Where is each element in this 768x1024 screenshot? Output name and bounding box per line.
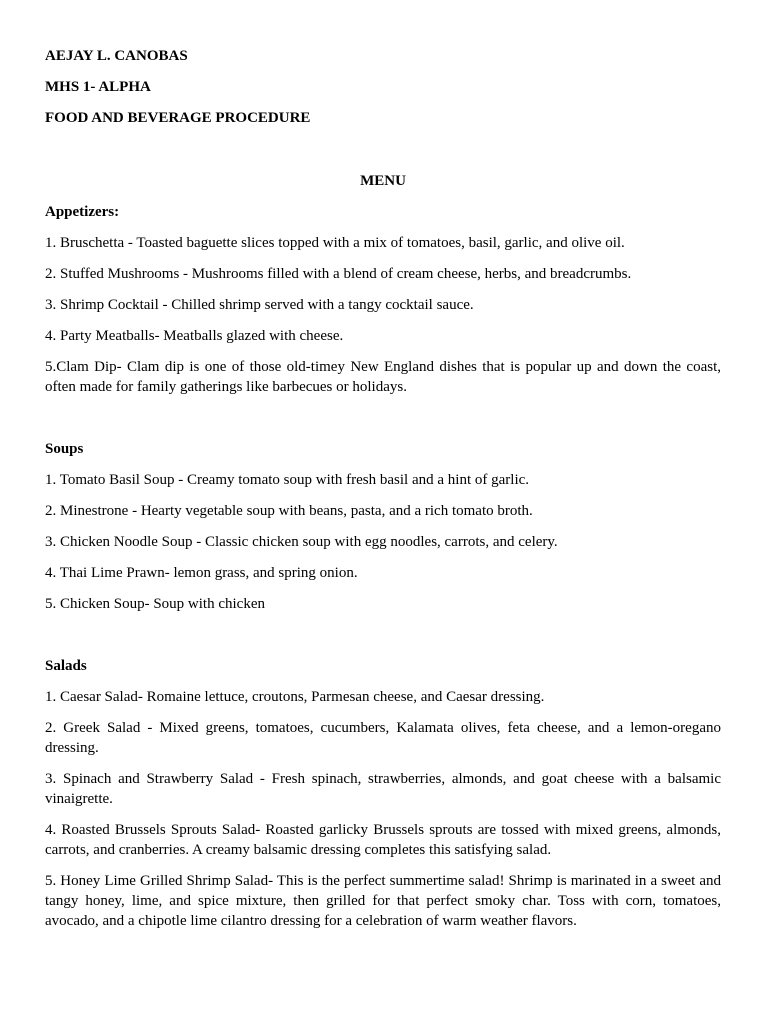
list-item: 1. Bruschetta - Toasted baguette slices topped with a mix of tomatoes, basil, garlic, and olive oil. bbox=[45, 235, 625, 251]
list-item: 3. Spinach and Strawberry Salad - Fresh spinach, strawberries, almonds, and goat cheese with a balsamic vinaigrette. bbox=[45, 771, 721, 807]
section-heading: Soups bbox=[45, 441, 84, 457]
student-name: AEJAY L. CANOBAS bbox=[45, 48, 188, 64]
list-item: 2. Minestrone - Hearty vegetable soup with beans, pasta, and a rich tomato broth. bbox=[45, 503, 533, 519]
section-heading: Appetizers: bbox=[45, 204, 120, 220]
section-soups bbox=[45, 439, 721, 614]
section-salads bbox=[45, 656, 721, 931]
list-item: 2. Stuffed Mushrooms - Mushrooms filled with a blend of cream cheese, herbs, and breadcrumbs. bbox=[45, 266, 632, 282]
list-item: 4. Roasted Brussels Sprouts Salad- Roasted garlicky Brussels sprouts are tossed with mixed greens, almonds, carrots, and cranberries. A creamy balsamic dressing completes this satisfying salad. bbox=[45, 822, 721, 858]
item-list bbox=[45, 470, 721, 614]
list-item: 4. Party Meatballs- Meatballs glazed with cheese. bbox=[45, 328, 344, 344]
class-section: MHS 1- ALPHA bbox=[45, 79, 151, 95]
item-list bbox=[45, 687, 721, 931]
list-item: 3. Shrimp Cocktail - Chilled shrimp served with a tangy cocktail sauce. bbox=[45, 297, 474, 313]
list-item: 3. Chicken Noodle Soup - Classic chicken soup with egg noodles, carrots, and celery. bbox=[45, 534, 558, 550]
item-list bbox=[45, 233, 721, 397]
list-item: 5. Honey Lime Grilled Shrimp Salad- This is the perfect summertime salad! Shrimp is marinated in a sweet and tangy honey, lime, and spice mixture, then grilled for that perfect smoky char. Toss with corn, tomatoes, avocado, and a chipotle lime cilantro dressing for a celebration of warm weather flavors. bbox=[45, 873, 721, 929]
section-appetizers bbox=[45, 202, 721, 397]
list-item: 5. Chicken Soup- Soup with chicken bbox=[45, 596, 265, 612]
document-page bbox=[45, 46, 721, 942]
subject-title: FOOD AND BEVERAGE PROCEDURE bbox=[45, 110, 311, 126]
list-item: 5.Clam Dip- Clam dip is one of those old-timey New England dishes that is popular up and down the coast, often made for family gatherings like barbecues or holidays. bbox=[45, 359, 721, 395]
list-item: 1. Tomato Basil Soup - Creamy tomato soup with fresh basil and a hint of garlic. bbox=[45, 472, 530, 488]
menu-title: MENU bbox=[360, 173, 406, 189]
list-item: 1. Caesar Salad- Romaine lettuce, croutons, Parmesan cheese, and Caesar dressing. bbox=[45, 689, 545, 705]
section-heading: Salads bbox=[45, 658, 87, 674]
list-item: 2. Greek Salad - Mixed greens, tomatoes, cucumbers, Kalamata olives, feta cheese, and a lemon-oregano dressing. bbox=[45, 720, 721, 756]
list-item: 4. Thai Lime Prawn- lemon grass, and spring onion. bbox=[45, 565, 358, 581]
